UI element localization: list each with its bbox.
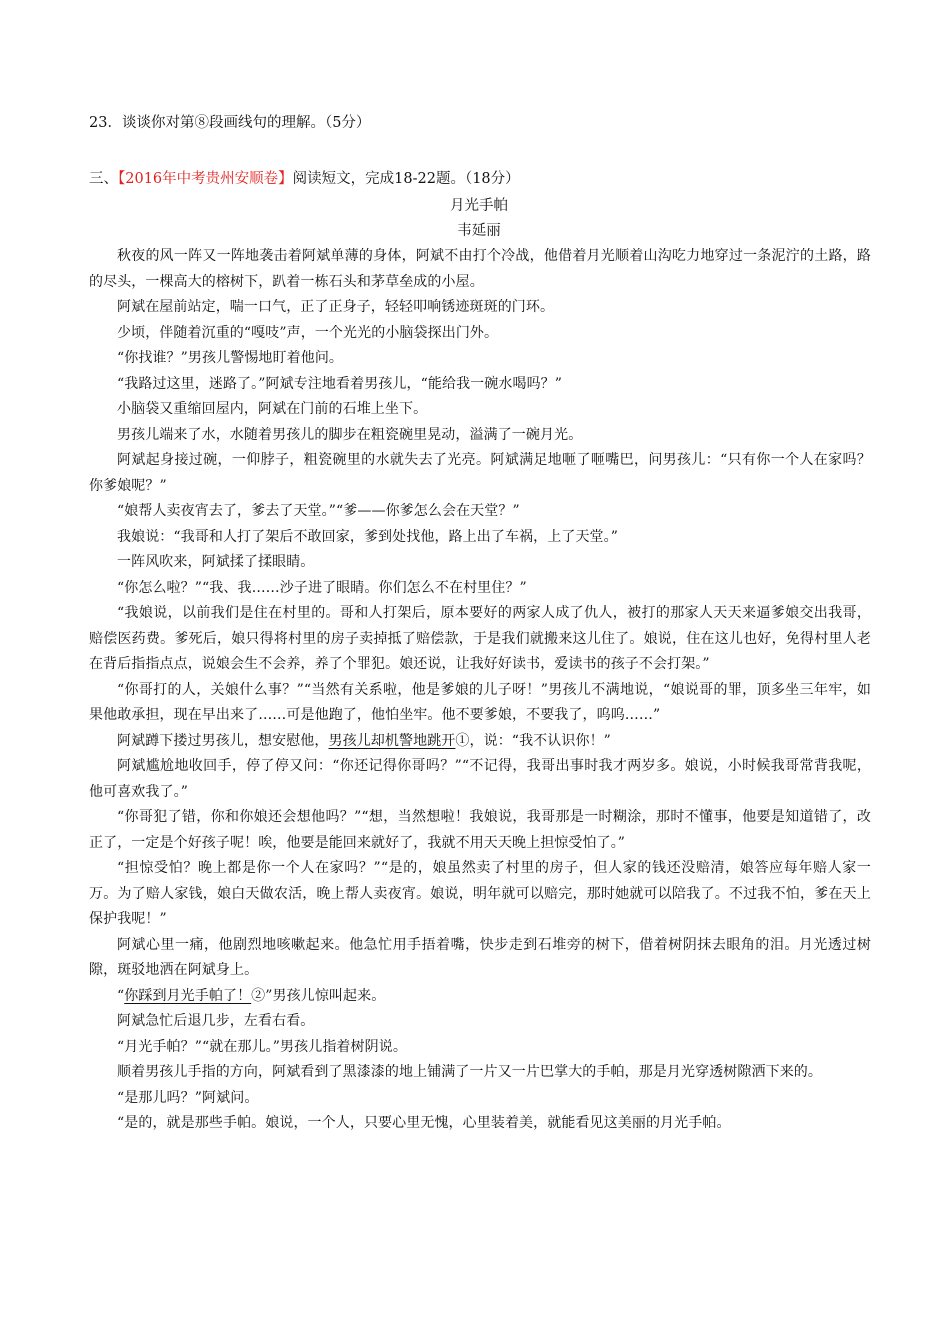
article-author: 韦延丽 xyxy=(457,223,501,239)
paragraph: 一阵风吹来，阿斌揉了揉眼睛。 xyxy=(117,554,315,570)
paragraph: “你哥打的人，关娘什么事？”“当然有关系啦，他是爹娘的儿子呀！”男孩儿不满地说，“娘说哥的罪，顶多坐三年牢，如果他敢承担，现在早出来了……可是他跑了，他怕坐牢。他不要爹娘，不要我了，呜呜……” xyxy=(89,681,871,723)
question-23: 23．谈谈你对第⑧段画线句的理解。（5分） xyxy=(89,115,371,131)
paragraph: 少顷，伴随着沉重的“嘎吱”声，一个光光的小脑袋探出门外。 xyxy=(117,324,499,341)
section-number: 三、 xyxy=(89,171,118,187)
paragraph: 男孩儿端来了水，水随着男孩儿的脚步在粗瓷碗里晃动，溢满了一碗月光。 xyxy=(117,426,583,443)
paragraph: “我娘说，以前我们是住在村里的。哥和人打架后，原本要好的两家人成了仇人，被打的那家人天天来逼爹娘交出我哥，赔偿医药费。爹死后，娘只得将村里的房子卖掉抵了赔偿款，于是我们就搬来这儿住了。娘说，住在这儿也好，免得村里人老在背后指指点点，说娘会生不会养，养了个罪犯。娘还说，让我好好读书，爱读书的孩子不会打架。” xyxy=(89,605,871,672)
paragraph: 阿斌尴尬地收回手，停了停又问：“你还记得你哥吗？”“不记得，我哥出事时我才两岁多。娘说，小时候我哥常背我呢，他可喜欢我了。” xyxy=(89,758,871,800)
paragraph: 阿斌心里一痛，他剧烈地咳嗽起来。他急忙用手捂着嘴，快步走到石堆旁的树下，借着树阴抹去眼角的泪。月光透过树隙，斑驳地洒在阿斌身上。 xyxy=(89,936,871,978)
paragraph: 我娘说：“我哥和人打了架后不敢回家，爹到处找他，路上出了车祸，上了天堂。” xyxy=(117,528,619,545)
paragraph: “娘帮人卖夜宵去了，爹去了天堂。”“爹——你爹怎么会在天堂？” xyxy=(117,503,520,519)
paragraph: 顺着男孩儿手指的方向，阿斌看到了黑漆漆的地上铺满了一片又一片巴掌大的手帕，那是月光穿透树隙洒下来的。 xyxy=(117,1064,822,1080)
paragraph: “月光手帕？”“就在那儿。”男孩儿指着树阴说。 xyxy=(117,1038,407,1055)
paragraph: “我路过这里，迷路了。”阿斌专注地看着男孩儿，“能给我一碗水喝吗？” xyxy=(117,375,563,392)
paragraph xyxy=(89,729,871,755)
section-heading xyxy=(89,168,869,190)
paragraph: 阿斌起身接过碗，一仰脖子，粗瓷碗里的水就失去了光亮。阿斌满足地咂了咂嘴巴，问男孩儿：“只有你一个人在家吗？你爹娘呢？” xyxy=(89,452,871,494)
paragraph-text: ①，说：“我不认识你！” xyxy=(455,732,611,749)
paragraph: “是的，就是那些手帕。娘说，一个人，只要心里无愧，心里装着美，就能看见这美丽的月光手帕。 xyxy=(117,1115,731,1131)
paragraph: 秋夜的风一阵又一阵地袭击着阿斌单薄的身体，阿斌不由打个冷战，他借着月光顺着山沟吃力地穿过一条泥泞的土路，路的尽头，一棵高大的榕树下，趴着一栋石头和茅草垒成的小屋。 xyxy=(89,248,871,290)
underlined-sentence-2: 你踩到月光手帕了！ xyxy=(124,987,252,1004)
paragraph xyxy=(89,984,871,1010)
paragraph: “是那儿吗？”阿斌问。 xyxy=(117,1089,259,1106)
article-body xyxy=(89,244,871,1137)
paragraph: 阿斌在屋前站定，喘一口气，正了正身子，轻轻叩响锈迹斑斑的门环。 xyxy=(117,299,555,315)
paragraph: “你怎么啦？”“我、我……沙子进了眼睛。你们怎么不在村里住？” xyxy=(117,579,527,596)
paragraph-text: 阿斌蹲下搂过男孩儿，想安慰他， xyxy=(117,732,329,749)
paragraph: “你找谁？”男孩儿警惕地盯着他问。 xyxy=(117,350,344,366)
section-instruction: 阅读短文，完成18-22题。（18分） xyxy=(292,171,520,187)
underlined-sentence-1: 男孩儿却机警地跳开 xyxy=(328,732,456,749)
paragraph: “担惊受怕？晚上都是你一个人在家吗？”“是的，娘虽然卖了村里的房子，但人家的钱还没赔清，娘答应每年赔人家一万。为了赔人家钱，娘白天做农活，晚上帮人卖夜宵。娘说，明年就可以赔完，那时她就可以陪我了。不过我不怕，爹在天上保护我呢！” xyxy=(89,860,871,927)
paragraph: 小脑袋又重缩回屋内，阿斌在门前的石堆上坐下。 xyxy=(117,401,428,417)
paragraph-text: ②”男孩儿惊叫起来。 xyxy=(251,987,386,1004)
article-title: 月光手帕 xyxy=(450,198,508,214)
paragraph: “你哥犯了错，你和你娘还会想他吗？”“想，当然想啦！我娘说，我哥那是一时糊涂，那时不懂事，他要是知道错了，改正了，一定是个好孩子呢！唉，他要是能回来就好了，我就不用天天晚上担惊受怕了。” xyxy=(89,809,871,851)
paragraph-text: “ xyxy=(117,987,125,1004)
paragraph: 阿斌急忙后退几步，左看右看。 xyxy=(117,1013,315,1029)
source-label: 【2016年中考贵州安顺卷】 xyxy=(118,171,293,187)
